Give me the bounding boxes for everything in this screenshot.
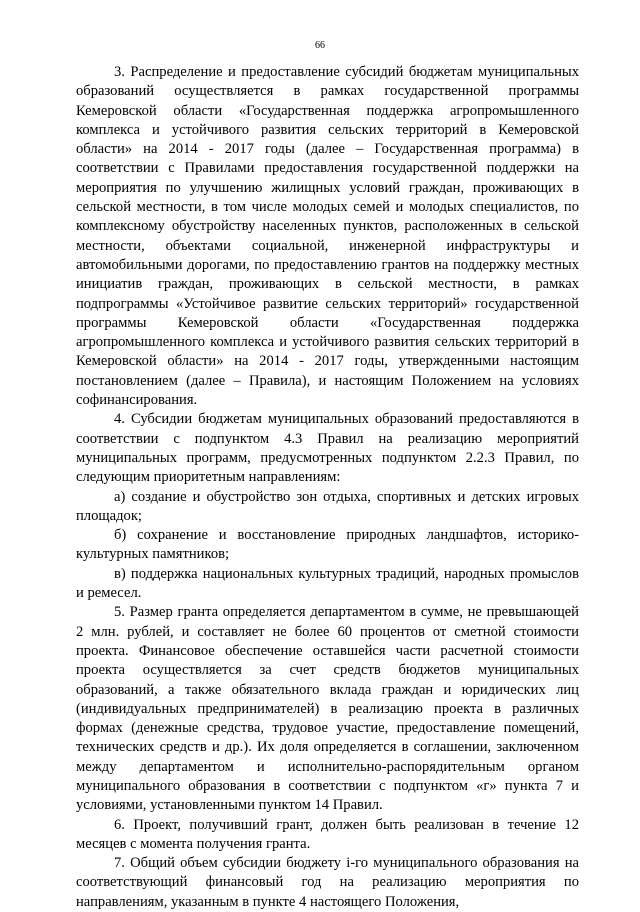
paragraph-3: 3. Распределение и предоставление субсидий бюджетам муниципальных образований осуществляется в рамках государственной программы Кемеровской области «Государственная поддержка агропромышленного комплекса и устойчивого развития сельских территорий в Кемеровской области» на 2014 - 2017 годы (далее – Государственная программа) в соответствии с Правилами предоставления государственной поддержки на мероприятия по улучшению жилищных условий граждан, проживающих в сельской местности, в том числе молодых семей и молодых специалистов, по комплексному обустройству населенных пунктов, расположенных в сельской местности, объектами социальной, инженерной инфраструктуры и автомобильными дорогами, по предоставлению грантов на поддержку местных инициатив граждан, проживающих в сельской местности, в рамках подпрограммы «Устойчивое развитие сельских территорий» государственной программы Кемеровской области «Государственная поддержка агропромышленного комплекса и устойчивого развития сельских территорий в Кемеровской области» на 2014 - 2017 годы, утвержденными настоящим постановлением (далее – Правила), и настоящим Положением на условиях софинансирования. bbox=[76, 64, 579, 409]
list-item-a: а) создание и обустройство зон отдыха, спортивных и детских игровых площадок; bbox=[76, 488, 579, 524]
paragraph-7: 7. Общий объем субсидии бюджету i-го муниципального образования на соответствующий финансовый год на реализацию мероприятия по направлениям, указанным в пункте 4 настоящего Положения, bbox=[76, 855, 579, 910]
list-item-v: в) поддержка национальных культурных традиций, народных промыслов и ремесел. bbox=[76, 565, 579, 602]
page-number: 66 bbox=[315, 40, 325, 51]
list-item-b: б) сохранение и восстановление природных ландшафтов, историко-культурных памятников; bbox=[76, 527, 579, 563]
document-body bbox=[76, 63, 579, 912]
paragraph-5: 5. Размер гранта определяется департаментом в сумме, не превышающей 2 млн. рублей, и составляет не более 60 процентов от сметной стоимости проекта. Финансовое обеспечение оставшейся части расчетной стоимости проекта осуществляется за счет средств бюджетов муниципальных образований, а также обязательного вклада граждан и юридических лиц (индивидуальных предпринимателей) в реализацию проекта в различных формах (денежные средства, трудовое участие, предоставление помещений, технических средств и др.). Их доля определяется в соглашении, заключенном между департаментом и исполнительно-распорядительным органом муниципального образования в соответствии с подпунктом «г» пункта 7 и условиями, установленными пунктом 14 Правил. bbox=[76, 604, 579, 814]
paragraph-6: 6. Проект, получивший грант, должен быть реализован в течение 12 месяцев с момента получения гранта. bbox=[76, 816, 579, 852]
paragraph-4: 4. Субсидии бюджетам муниципальных образований предоставляются в соответствии с подпунктом 4.3 Правил на реализацию мероприятий муниципальных программ, предусмотренных подпунктом 2.2.3 Правил, по следующим приоритетным направлениям: bbox=[76, 411, 579, 486]
